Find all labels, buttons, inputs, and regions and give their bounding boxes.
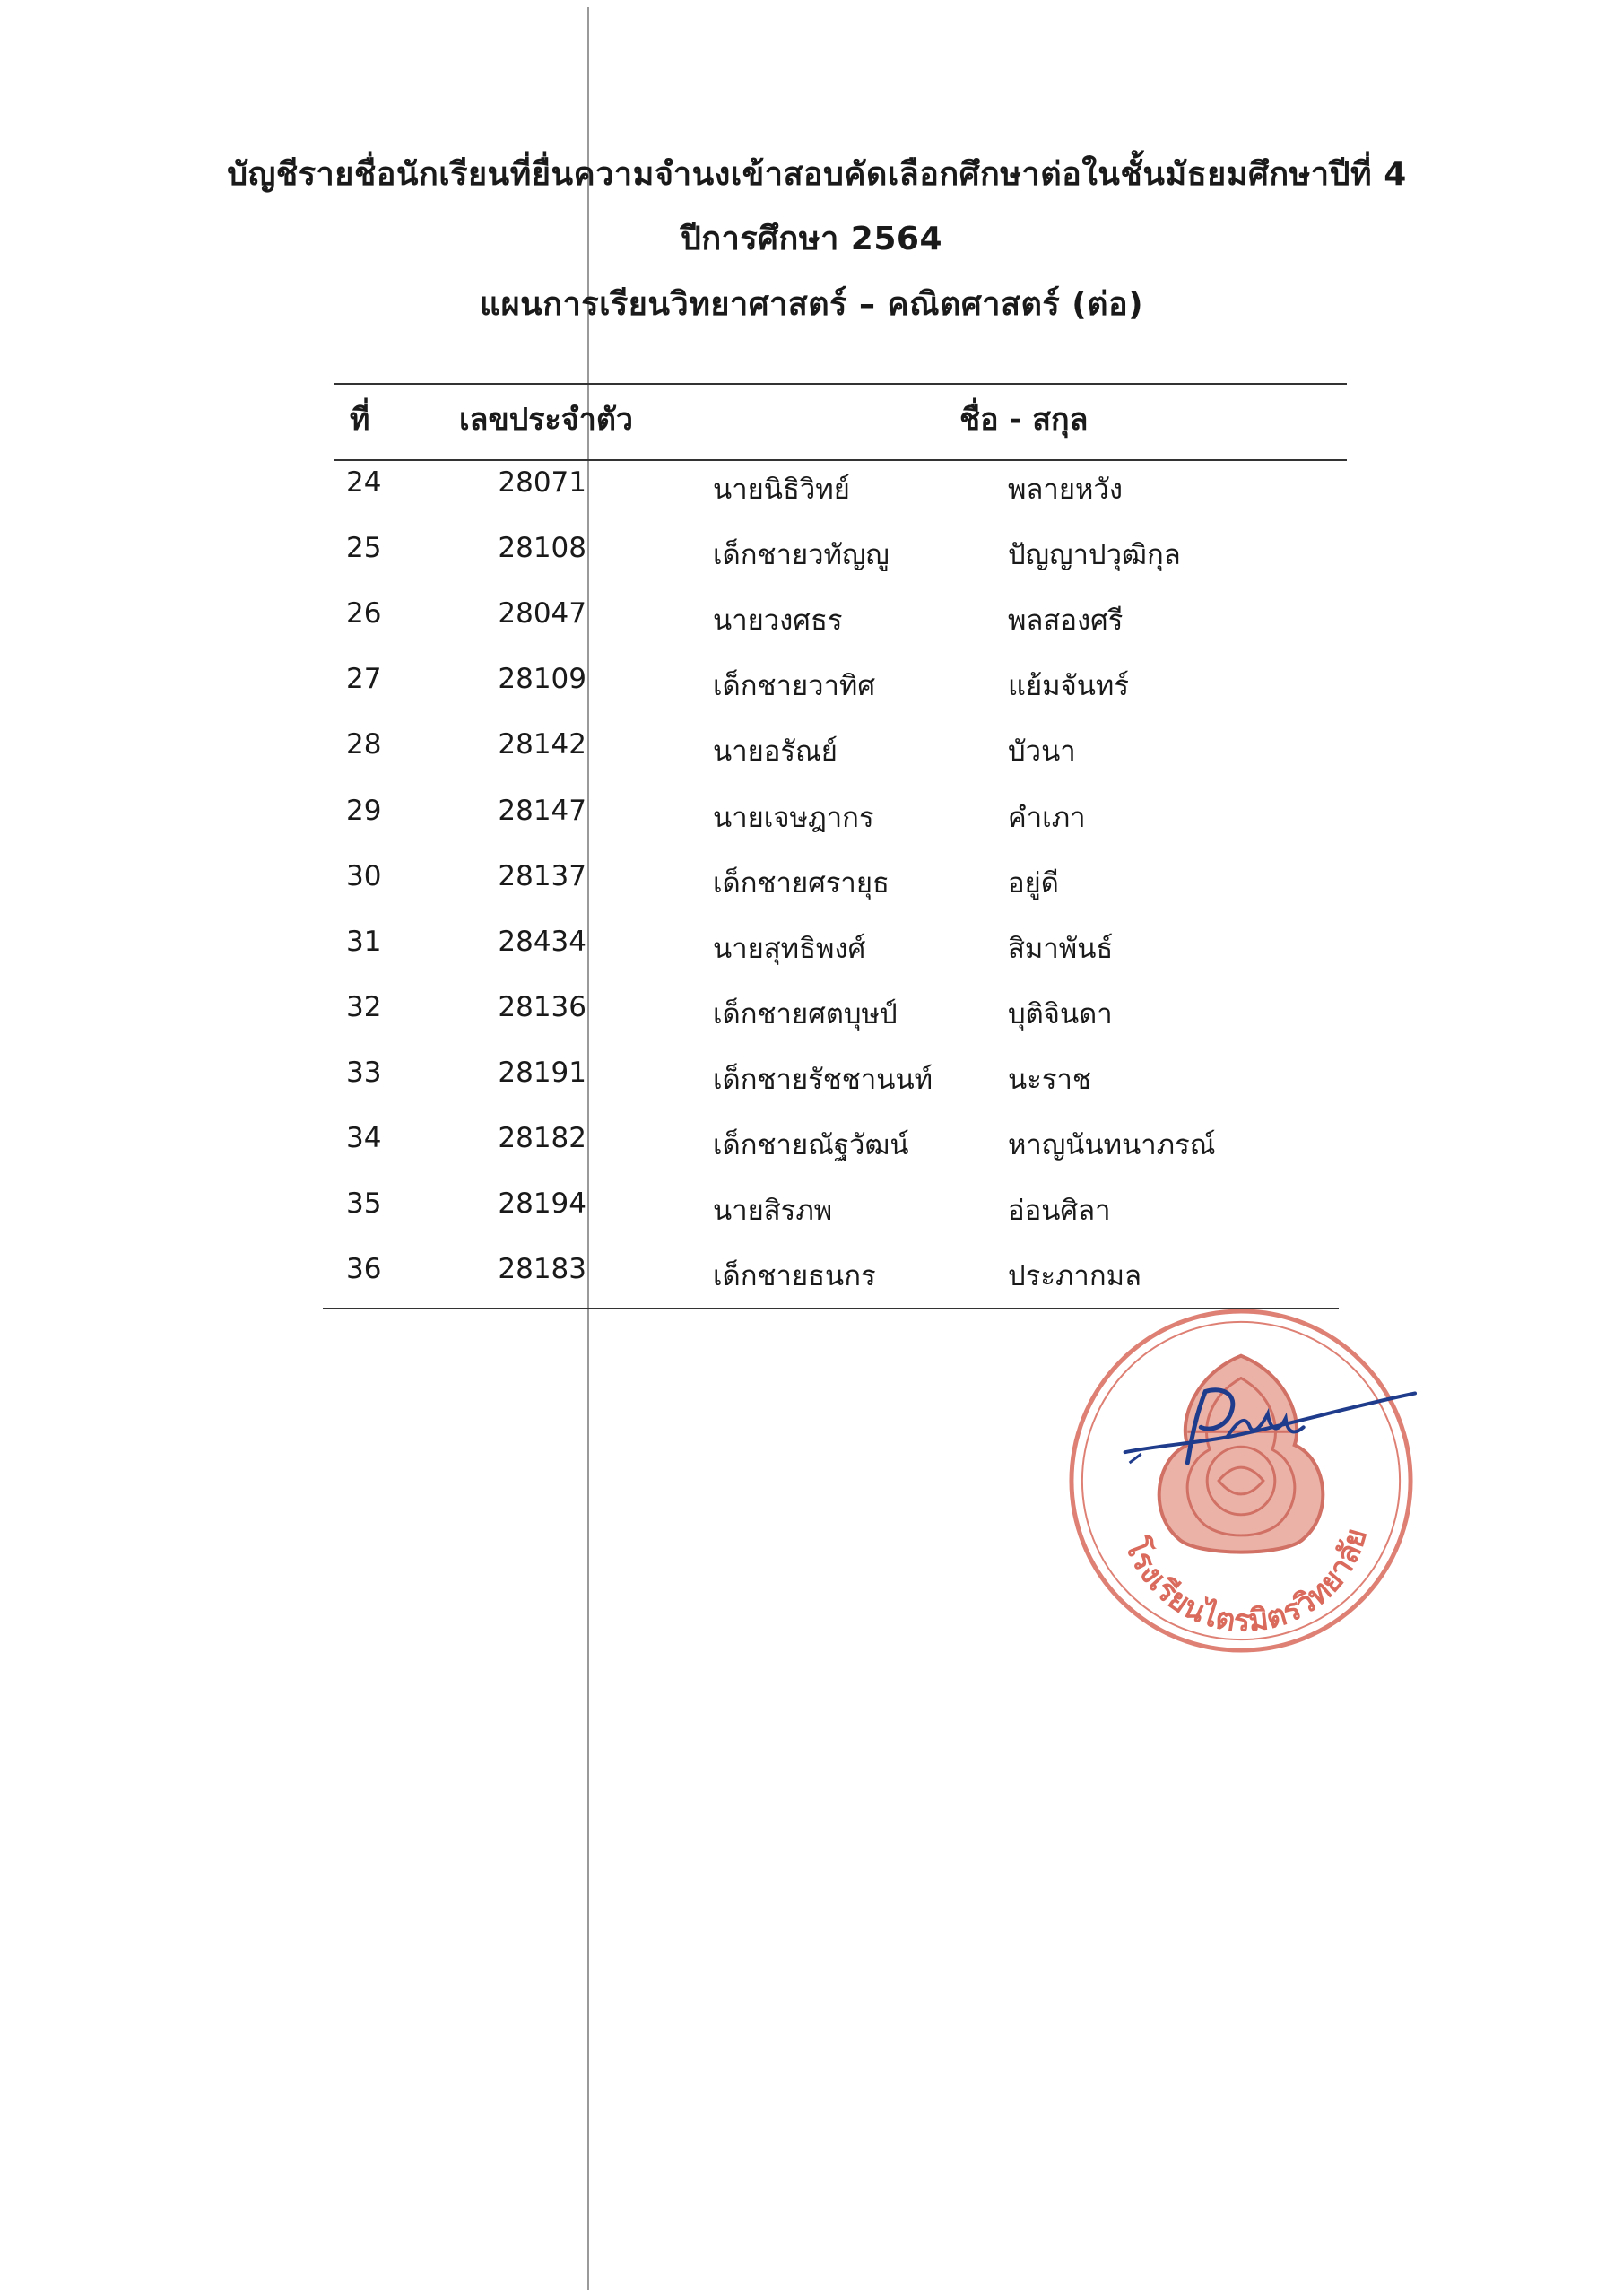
table-row — [0, 860, 1623, 925]
header-no: ที่ — [350, 402, 370, 438]
table-row — [0, 1187, 1623, 1252]
student-id: 28434 — [498, 925, 586, 958]
student-last-name: แย้มจันทร์ — [1008, 670, 1130, 703]
student-first-name: เด็กชายธนกร — [713, 1260, 876, 1293]
student-first-name: เด็กชายณัฐวัฒน์ — [713, 1129, 909, 1161]
student-id: 28071 — [498, 466, 586, 499]
row-number: 30 — [346, 859, 382, 892]
student-first-name: เด็กชายวาทิศ — [713, 670, 876, 703]
student-last-name: ปัญญาปวุฒิกุล — [1008, 539, 1181, 572]
table-row — [0, 1057, 1623, 1121]
row-number: 24 — [346, 466, 382, 499]
row-number: 36 — [346, 1253, 382, 1286]
student-first-name: นายเจษฎากร — [713, 801, 874, 834]
table-row — [0, 663, 1623, 727]
student-id: 28047 — [498, 597, 586, 631]
student-last-name: หาญนันทนาภรณ์ — [1008, 1129, 1216, 1161]
student-first-name: นายสิรภพ — [713, 1195, 833, 1228]
table-row — [0, 795, 1623, 859]
student-last-name: ประภากมล — [1008, 1260, 1142, 1293]
row-number: 32 — [346, 990, 382, 1023]
student-id: 28191 — [498, 1056, 586, 1089]
row-number: 25 — [346, 532, 382, 565]
row-number: 26 — [346, 597, 382, 631]
row-number: 35 — [346, 1187, 382, 1221]
student-first-name: เด็กชายรัชชานนท์ — [713, 1063, 933, 1096]
student-last-name: นะราช — [1008, 1063, 1091, 1096]
student-id: 28182 — [498, 1122, 586, 1154]
header-full-name: ชื่อ - สกุล — [959, 402, 1089, 438]
student-first-name: นายนิธิวิทย์ — [713, 474, 850, 506]
student-id: 28108 — [498, 532, 586, 565]
student-id: 28194 — [498, 1187, 586, 1221]
study-plan: แผนการเรียนวิทยาศาสตร์ – คณิตศาสตร์ (ต่อ) — [479, 286, 1144, 323]
student-first-name: เด็กชายศรายุธ — [713, 866, 890, 900]
table-row — [0, 466, 1623, 531]
academic-year: ปีการศึกษา 2564 — [680, 221, 943, 257]
student-id: 28137 — [498, 859, 586, 892]
student-id: 28109 — [498, 663, 586, 696]
student-last-name: พลสองศรี — [1008, 604, 1124, 638]
row-number: 29 — [346, 794, 382, 827]
table-row — [0, 532, 1623, 596]
student-last-name: สิมาพันธ์ — [1008, 932, 1114, 965]
student-first-name: นายวงศธร — [713, 604, 843, 638]
student-id: 28136 — [498, 990, 586, 1023]
student-last-name: อยู่ดี — [1008, 866, 1059, 900]
student-id: 28142 — [498, 728, 586, 761]
table-top-rule — [334, 383, 1347, 385]
table-row — [0, 597, 1623, 662]
table-row — [0, 728, 1623, 793]
stamp-text: โรงเรียนไตรมิตรวิทยาลัย — [1117, 1524, 1374, 1639]
student-last-name: อ่อนศิลา — [1008, 1195, 1111, 1228]
table-row — [0, 926, 1623, 990]
table-row — [0, 991, 1623, 1056]
header-student-id: เลขประจำตัว — [459, 402, 633, 438]
row-number: 33 — [346, 1056, 382, 1089]
school-seal-stamp — [1063, 1302, 1419, 1659]
student-last-name: พลายหวัง — [1008, 474, 1123, 506]
row-number: 28 — [346, 728, 382, 761]
row-number: 27 — [346, 663, 382, 696]
student-id: 28183 — [498, 1253, 586, 1286]
student-last-name: บุติจินดา — [1008, 997, 1113, 1031]
student-first-name: นายอรัณย์ — [713, 735, 838, 769]
student-id: 28147 — [498, 794, 586, 827]
student-last-name: บัวนา — [1008, 735, 1076, 769]
student-first-name: เด็กชายวทัญญู — [713, 539, 890, 572]
row-number: 31 — [346, 925, 382, 958]
student-last-name: คำเภา — [1008, 801, 1086, 834]
row-number: 34 — [346, 1122, 382, 1154]
table-header-rule — [334, 459, 1347, 461]
table-row — [0, 1122, 1623, 1187]
document-title: บัญชีรายชื่อนักเรียนที่ยื่นความจำนงเข้าสอบคัดเลือกศึกษาต่อในชั้นมัธยมศึกษาปีที่ 4 — [227, 156, 1407, 193]
seal-icon — [1072, 1311, 1410, 1650]
student-first-name: เด็กชายศตบุษป์ — [713, 997, 898, 1031]
student-first-name: นายสุทธิพงศ์ — [713, 932, 866, 965]
